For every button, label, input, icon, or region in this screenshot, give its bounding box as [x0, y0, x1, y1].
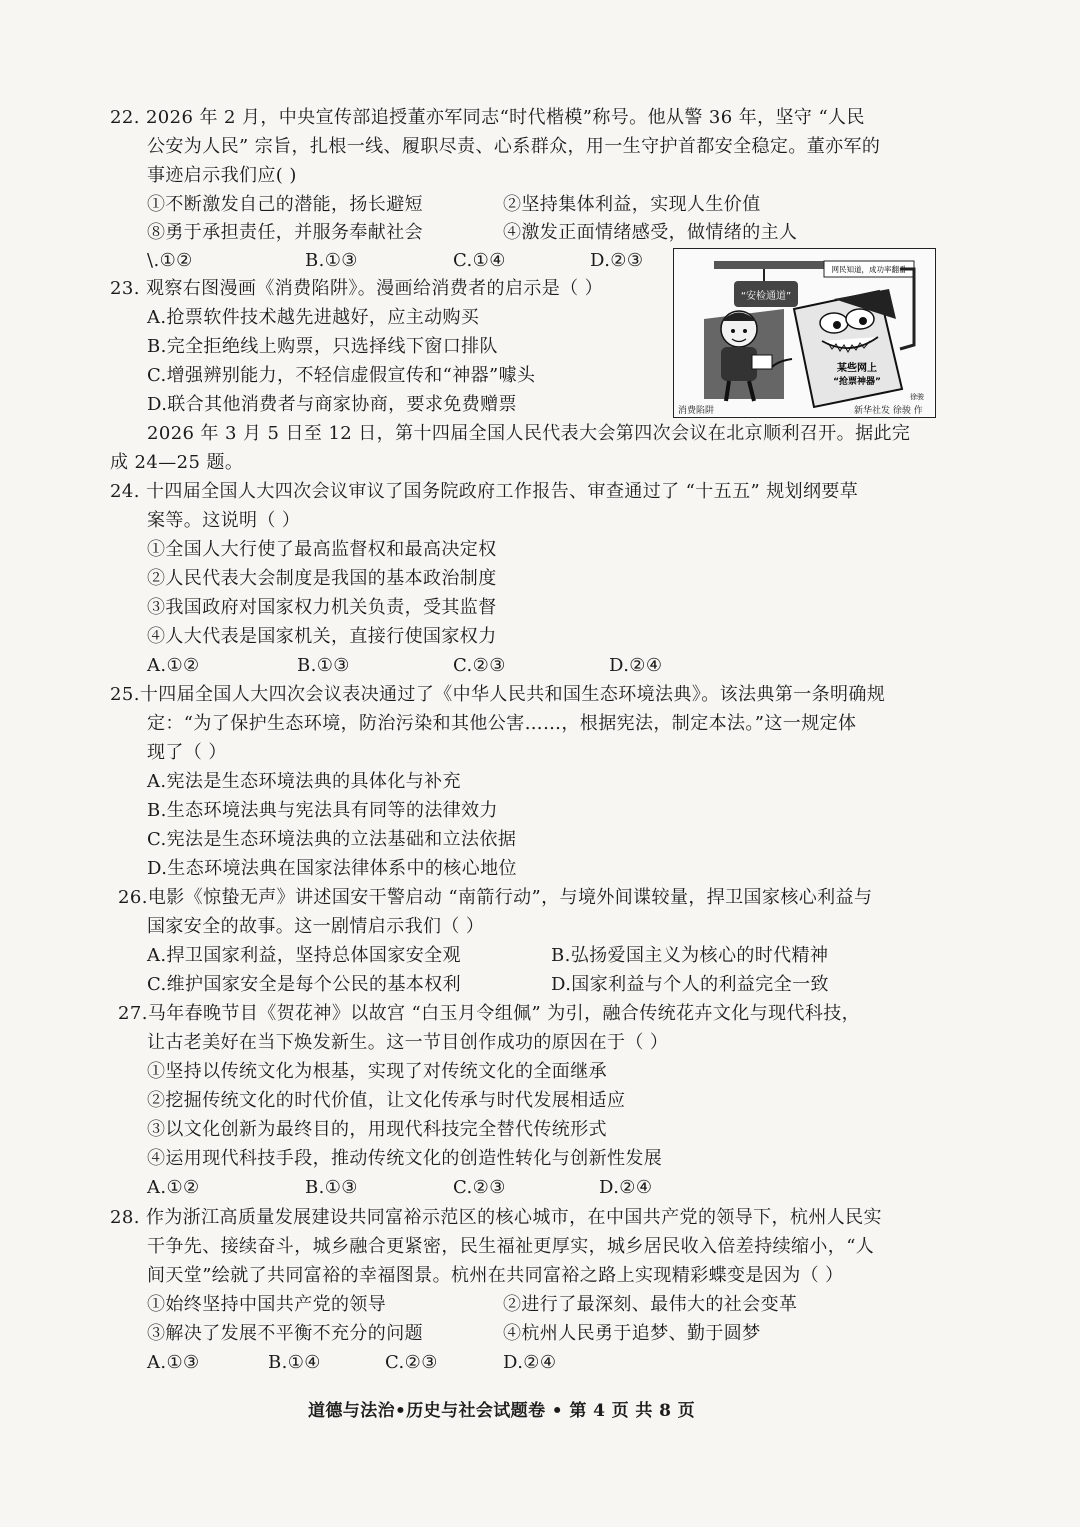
q25-stem-line3: 现了（ ） — [147, 742, 227, 763]
q24-statement-2: ②人民代表大会制度是我国的基本政治制度 — [147, 568, 497, 589]
q22-statement-4: ④激发正面情绪感受，做情绪的主人 — [503, 222, 798, 243]
intro-line1: 2026 年 3 月 5 日至 12 日，第十四届全国人民代表大会第四次会议在北京顺利召开。据此完 — [147, 423, 911, 444]
q24-statement-3: ③我国政府对国家权力机关负责，受其监督 — [147, 597, 497, 618]
q28-stem-line2: 干争先、接续奋斗，城乡融合更紧密，民生福祉更厚实，城乡居民收入倍差持续缩小，“人 — [147, 1236, 875, 1257]
q28-stem-line3: 间天堂”绘就了共同富裕的幸福图景。杭州在共同富裕之路上实现精彩蝶变是因为（ ） — [147, 1265, 844, 1286]
q22-stem-line2: 公安为人民” 宗旨，扎根一线、履职尽责、心系群众，用一生守护首都安全稳定。董亦军的 — [147, 136, 881, 157]
q24-answer-b: B.①③ — [297, 655, 350, 676]
q24-answer-d: D.②④ — [609, 655, 663, 676]
q24-stem-line2: 案等。这说明（ ） — [147, 510, 301, 531]
q22-answer-b: B.①③ — [305, 250, 358, 271]
q26-stem-line1: 26.电影《惊蛰无声》讲述国安干警启动 “南箭行动”，与境外间谍较量，捍卫国家核心利益与 — [118, 887, 873, 908]
q23-option-c: C.增强辨别能力，不轻信虚假宣传和“神器”噱头 — [147, 365, 536, 386]
page-footer: 道德与法治•历史与社会试题卷 • 第 4 页 共 8 页 — [308, 1401, 696, 1421]
q25-option-d: D.生态环境法典在国家法律体系中的核心地位 — [147, 858, 517, 879]
q28-statement-3: ③解决了发展不平衡不充分的问题 — [147, 1323, 423, 1344]
q26-stem-line2: 国家安全的故事。这一剧情启示我们（ ） — [147, 916, 485, 937]
q28-statement-4: ④杭州人民勇于追梦、勤于圆梦 — [503, 1323, 761, 1344]
q22-answer-a: \.①② — [147, 250, 193, 271]
q23-option-d: D.联合其他消费者与商家协商，要求免费赠票 — [147, 394, 517, 415]
q27-answer-b: B.①③ — [305, 1177, 358, 1198]
cartoon-caption-title: 消费陷阱 — [678, 406, 715, 416]
q28-stem-line1: 28. 作为浙江高质量发展建设共同富裕示范区的核心城市，在中国共产党的领导下，杭州人民实 — [110, 1207, 882, 1228]
q24-answer-a: A.①② — [147, 655, 200, 676]
q27-statement-3: ③以文化创新为最终目的，用现代科技完全替代传统形式 — [147, 1119, 607, 1140]
q22-answer-c: C.①④ — [453, 250, 506, 271]
q23-stem: 23. 观察右图漫画《消费陷阱》。漫画给消费者的启示是（ ） — [110, 278, 604, 299]
q26-option-d: D.国家利益与个人的利益完全一致 — [551, 974, 829, 995]
q22-stem-line3: 事迹启示我们应( ) — [147, 165, 297, 186]
q24-statement-1: ①全国人大行使了最高监督权和最高决定权 — [147, 539, 497, 560]
q22-statement-2: ②坚持集体利益，实现人生价值 — [503, 194, 761, 215]
q25-stem-line2: 定：“为了保护生态环境，防治污染和其他公害……，根据宪法，制定本法。”这一规定体 — [147, 713, 857, 734]
cartoon-banner-text: 网民知道，成功率翻番 — [831, 265, 907, 274]
q25-option-a: A.宪法是生态环境法典的具体化与补充 — [147, 771, 461, 792]
q27-stem-line1: 27.马年春晚节目《贺花神》以故宫 “白玉月令组佩” 为引，融合传统花卉文化与现代科技， — [118, 1003, 861, 1024]
cartoon-bubble-line2: “抢票神器” — [833, 377, 881, 387]
q28-answer-a: A.①③ — [147, 1352, 200, 1373]
q24-stem-line1: 24. 十四届全国人大四次会议审议了国务院政府工作报告、审查通过了 “十五五” 规划纲要草 — [110, 481, 859, 502]
q27-statement-4: ④运用现代科技手段，推动传统文化的创造性转化与创新性发展 — [147, 1148, 663, 1169]
q27-answer-a: A.①② — [147, 1177, 200, 1198]
q25-stem-line1: 25.十四届全国人大四次会议表决通过了《中华人民共和国生态环境法典》。该法典第一条明确规 — [110, 684, 886, 705]
q23-option-a: A.抢票软件技术越先进越好，应主动购买 — [147, 307, 480, 328]
q27-statement-2: ②挖掘传统文化的时代价值，让文化传承与时代发展相适应 — [147, 1090, 626, 1111]
q27-answer-c: C.②③ — [453, 1177, 506, 1198]
intro-line2: 成 24—25 题。 — [110, 452, 244, 473]
q28-answer-d: D.②④ — [503, 1352, 557, 1373]
q26-option-a: A.捍卫国家利益，坚持总体国家安全观 — [147, 945, 461, 966]
q24-statement-4: ④人大代表是国家机关，直接行使国家权力 — [147, 626, 497, 647]
consumer-trap-cartoon — [673, 248, 936, 418]
q27-answer-d: D.②④ — [599, 1177, 653, 1198]
q26-option-b: B.弘扬爱国主义为核心的时代精神 — [551, 945, 829, 966]
cartoon-signature: 徐骏 — [910, 393, 924, 401]
cartoon-sign-text: “安检通道” — [740, 291, 792, 302]
q24-answer-c: C.②③ — [453, 655, 506, 676]
q23-option-b: B.完全拒绝线上购票，只选择线下窗口排队 — [147, 336, 498, 357]
q28-statement-1: ①始终坚持中国共产党的领导 — [147, 1294, 387, 1315]
q27-statement-1: ①坚持以传统文化为根基，实现了对传统文化的全面继承 — [147, 1061, 607, 1082]
q25-option-c: C.宪法是生态环境法典的立法基础和立法依据 — [147, 829, 517, 850]
q28-answer-c: C.②③ — [385, 1352, 438, 1373]
q22-statement-3: ⑧勇于承担责任，并服务奉献社会 — [147, 222, 423, 243]
q22-stem-line1: 22. 2026 年 2 月，中央宣传部追授董亦军同志“时代楷模”称号。他从警 36 年，坚守 “人民 — [110, 107, 865, 128]
q22-statement-1: ①不断激发自己的潜能，扬长避短 — [147, 194, 423, 215]
cartoon-drawing — [674, 249, 934, 416]
q22-answer-d: D.②③ — [590, 250, 644, 271]
q26-option-c: C.维护国家安全是每个公民的基本权利 — [147, 974, 462, 995]
q25-option-b: B.生态环境法典与宪法具有同等的法律效力 — [147, 800, 498, 821]
q28-statement-2: ②进行了最深刻、最伟大的社会变革 — [503, 1294, 798, 1315]
q28-answer-b: B.①④ — [268, 1352, 321, 1373]
cartoon-caption-credit: 新华社发 徐骏 作 — [854, 406, 923, 416]
cartoon-bubble-line1: 某些网上 — [837, 363, 877, 374]
q27-stem-line2: 让古老美好在当下焕发新生。这一节目创作成功的原因在于（ ） — [147, 1032, 669, 1053]
